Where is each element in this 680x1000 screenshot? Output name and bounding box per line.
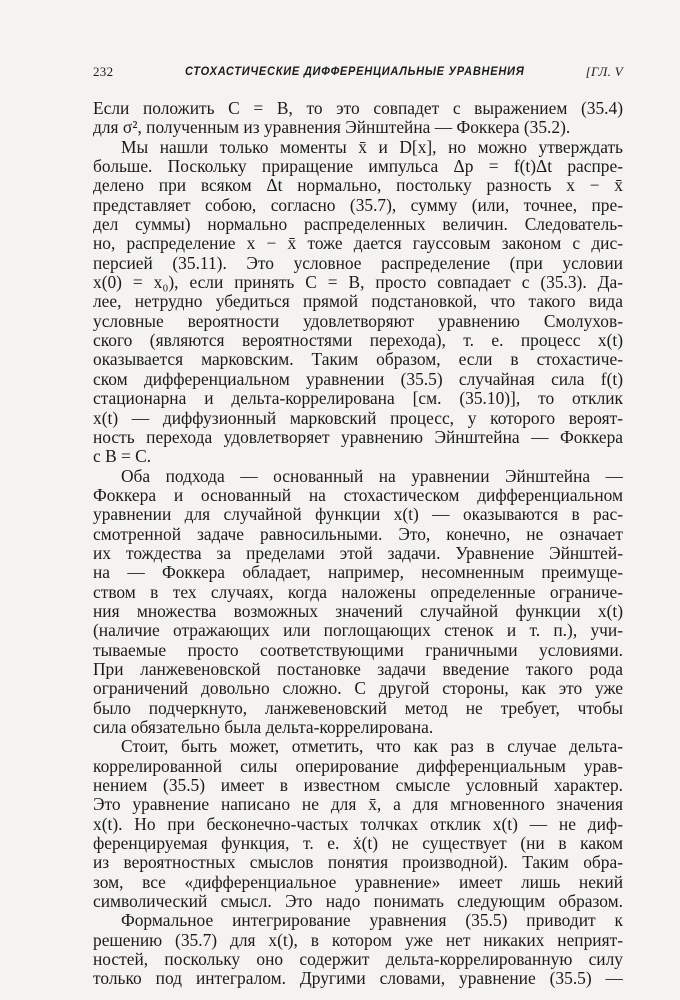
text-line: ностей, поскольку оно содержит дельта-коррелированную силу [93,950,623,970]
text-line: лее, нетрудно убедиться прямой подстановкой, что такого вида [93,292,623,312]
page-number: 232 [93,64,114,79]
text-line: нением (35.5) имеет в известном смысле условный характер. [93,776,623,796]
text-line: зом, все «дифференциальное уравнение» имеет лишь некий [93,872,623,892]
text-line: больше. Поскольку приращение импульса Δp = f(t)Δt распре- [93,157,623,177]
text-line: символический смысл. Это надо понимать следующим образом. [93,892,623,912]
text-line: ского (являются вероятностями перехода), т. е. процесс x(t) [93,331,623,351]
text-line: было подчеркнуто, ланжевеновский метод не требует, чтобы [93,698,623,718]
text-line: делено при всяком Δt нормально, постольку разность x − x̄ [93,176,623,196]
text-line: Формальное интегрирование уравнения (35.5) приводит к [121,911,623,931]
text-line: только под интегралом. Другими словами, уравнение (35.5) — [93,969,623,989]
text-line: смотренной задаче равносильными. Это, конечно, не означает [93,524,623,544]
text-line: на — Фоккера обладает, например, несомненным преимуще- [93,563,623,583]
text-line: ния множества возможных значений случайной функции x(t) [93,601,623,621]
text-body [93,99,623,989]
text-line: для σ², полученным из уравнения Эйнштейна — Фоккера (35.2). [93,118,571,138]
text-line: персией (35.11). Это условное распределение (при условии [93,253,623,273]
text-line: дел суммы) нормально распределенных величин. Следователь- [93,215,623,235]
text-line: ством в тех случаях, когда наложены определенные ограниче- [93,582,623,602]
text-line: Если положить C = B, то это совпадет с выражением (35.4) [93,99,623,118]
text-line: x(t) — диффузионный марковский процесс, у которого вероят- [93,408,623,428]
text-line: коррелированной силы оперирование дифференциальным урав- [93,756,623,776]
text-line: решению (35.7) для x(t), в котором уже нет никаких неприят- [93,930,623,950]
text-line: ском дифференциальном уравнении (35.5) случайная сила f(t) [93,369,623,389]
text-line: их тождества за пределами этой задачи. Уравнение Эйнштей- [93,543,623,563]
text-line: x(0) = x₀), если принять C = B, просто совпадает с (35.3). Да- [93,273,623,293]
text-line: ференцируемая функция, т. е. ẋ(t) не существует (ни в каком [93,834,623,854]
text-line: стационарна и дельта-коррелирована [см. (35.10)], то отклик [93,389,623,409]
text-line: Мы нашли только моменты x̄ и D[x], но можно утверждать [121,137,623,157]
text-line: Фоккера и основанный на стохастическом дифференциальном [93,485,623,505]
text-line: условные вероятности удовлетворяют уравнению Смолухов- [93,311,623,331]
running-header [93,64,623,86]
text-line: но, распределение x − x̄ тоже дается гауссовым законом с дис- [93,234,623,254]
text-line: Это уравнение написано не для x̄, а для мгновенного значения [93,795,623,815]
chapter-marker: [ГЛ. V [585,64,623,79]
text-line: (наличие отражающих или поглощающих стенок и т. п.), учи- [93,621,623,641]
text-line: Оба подхода — основанный на уравнении Эйнштейна — [121,466,623,486]
text-line: x(t). Но при бесконечно-частых толчках отклик x(t) — не диф- [93,814,623,834]
text-line: ограничений довольно сложно. С другой стороны, как это уже [93,679,623,699]
text-line: Стоит, быть может, отметить, что как раз в случае дельта- [121,737,623,757]
text-line: При ланжевеновской постановке задачи введение такого рода [93,659,623,679]
running-title: СТОХАСТИЧЕСКИЕ ДИФФЕРЕНЦИАЛЬНЫЕ УРАВНЕНИЯ [185,64,525,78]
text-line: сила обязательно была дельта-коррелирована. [93,718,434,737]
text-line: представляет собою, согласно (35.7), сумму (или, точнее, пре- [93,195,623,215]
text-line: ность перехода удовлетворяет уравнению Эйнштейна — Фоккера [93,427,623,447]
text-line: тываемые просто соответствующими граничными условиями. [93,640,623,660]
text-line: уравнении для случайной функции x(t) — оказываются в рас- [93,505,623,525]
text-line: оказывается марковским. Таким образом, если в стохастиче- [93,350,623,370]
text-line: с B = C. [93,447,152,467]
text-line: из вероятностных смыслов понятия производной). Таким обра- [93,853,623,873]
